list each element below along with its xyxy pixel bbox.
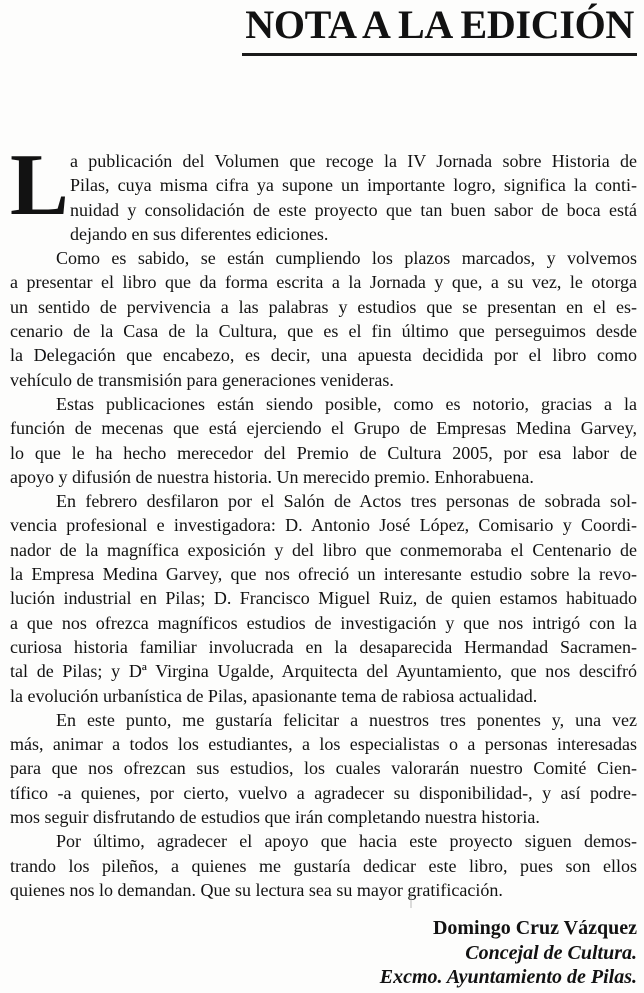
text-line: Como es sabido, se están cumpliendo los plazos marcados, y volvemos xyxy=(56,248,637,269)
text-line: Pilas, cuya misma cifra ya supone un importante logro, significa la conti- xyxy=(70,175,637,196)
paragraph-3 xyxy=(10,392,637,489)
text-line: a que nos ofrezca magníficos estudios de investigación y que nos intrigó con la xyxy=(10,612,637,633)
signature-name: Domingo Cruz Vázquez xyxy=(432,917,637,940)
text-line: cenario de la Casa de la Cultura, que es el fin último que perseguimos desde xyxy=(10,321,637,342)
paragraph-1 xyxy=(10,137,637,246)
text-line: nuidad y consolidación de este proyecto que tan buen sabor de boca está xyxy=(70,199,637,220)
text-line: para que nos ofrezcan sus estudios, los cuales valorarán nuestro Comité Cien- xyxy=(10,758,637,779)
text-line: vencia profesional e investigadora: D. Antonio José López, Comisario y Coordi- xyxy=(10,515,637,536)
text-line: lo que le ha hecho merecedor del Premio de Cultura 2005, por esa labor de xyxy=(10,442,637,463)
text-line: quienes nos lo demandan. Que su lectura sea su mayor gratificación. xyxy=(10,879,503,900)
text-line: En este punto, me gustaría felicitar a nuestros tres ponentes y, una vez xyxy=(56,709,637,730)
text-line: dejando en sus diferentes ediciones. xyxy=(70,223,329,244)
text-line: nador de la magnífica exposición y del libro que conmemoraba el Centenario de xyxy=(10,539,637,560)
text-line: mos seguir disfrutando de estudios que irán completando nuestra historia. xyxy=(10,807,540,828)
drop-cap: L xyxy=(10,137,69,234)
text-line: tal de Pilas; y Dª Virgina Ugalde, Arquitecta del Ayuntamiento, que nos descifró xyxy=(10,661,637,682)
scan-artifact xyxy=(410,892,412,908)
text-line: a presentar el libro que da forma escrita a la Jornada y que, a su vez, le otorga xyxy=(10,272,637,293)
text-line: un sentido de pervivencia a las palabras y estudios que se presentan en el es- xyxy=(10,296,637,317)
text-line: a publicación del Volumen que recoge la IV Jornada sobre Historia de xyxy=(70,151,637,171)
signature-block xyxy=(10,916,637,990)
text-line: la evolución urbanística de Pilas, apasionante tema de rabiosa actualidad. xyxy=(10,685,538,706)
text-line: Estas publicaciones están siendo posible, como es notorio, gracias a la xyxy=(56,393,637,414)
paragraph-2 xyxy=(10,246,637,392)
paragraph-6 xyxy=(10,829,637,902)
text-line: curiosa historia familiar involucrada en la desaparecida Hermandad Sacramen- xyxy=(10,636,637,657)
text-line: trando los pileños, a quienes me gustaría dedicar este libro, pues son ellos xyxy=(10,855,637,876)
text-line: tífico -a quienes, por cierto, vuelvo a agradecer su disponibilidad-, y así podre- xyxy=(10,782,637,803)
text-line: función de mecenas que está ejerciendo el Grupo de Empresas Medina Garvey, xyxy=(10,418,637,439)
page-title: NOTA A LA EDICIÓN xyxy=(245,2,634,47)
text-line: más, animar a todos los estudiantes, a los especialistas o a personas interesadas xyxy=(10,734,637,755)
text-line: En febrero desfilaron por el Salón de Actos tres personas de sobrada sol- xyxy=(56,491,637,512)
signature-organization: Excmo. Ayuntamiento de Pilas. xyxy=(379,966,637,989)
paragraph-4 xyxy=(10,489,637,708)
text-line: la Empresa Medina Garvey, que nos ofreció un interesante estudio sobre la revo- xyxy=(10,564,637,585)
text-line: lución industrial en Pilas; D. Francisco Miguel Ruiz, de quien estamos habituado xyxy=(10,588,637,609)
text-line: apoyo y difusión de nuestra historia. Un merecido premio. Enhorabuena. xyxy=(10,466,534,487)
signature-role: Concejal de Cultura. xyxy=(465,941,637,964)
body-text xyxy=(10,137,637,902)
paragraph-5 xyxy=(10,708,637,829)
page-title-block xyxy=(242,4,637,56)
text-line: vehículo de transmisión para generaciones venideras. xyxy=(10,369,394,390)
text-line: la Delegación que encabezo, es decir, una apuesta decidida por el libro como xyxy=(10,345,637,366)
text-line: Por último, agradecer el apoyo que hacia este proyecto siguen demos- xyxy=(56,831,637,852)
